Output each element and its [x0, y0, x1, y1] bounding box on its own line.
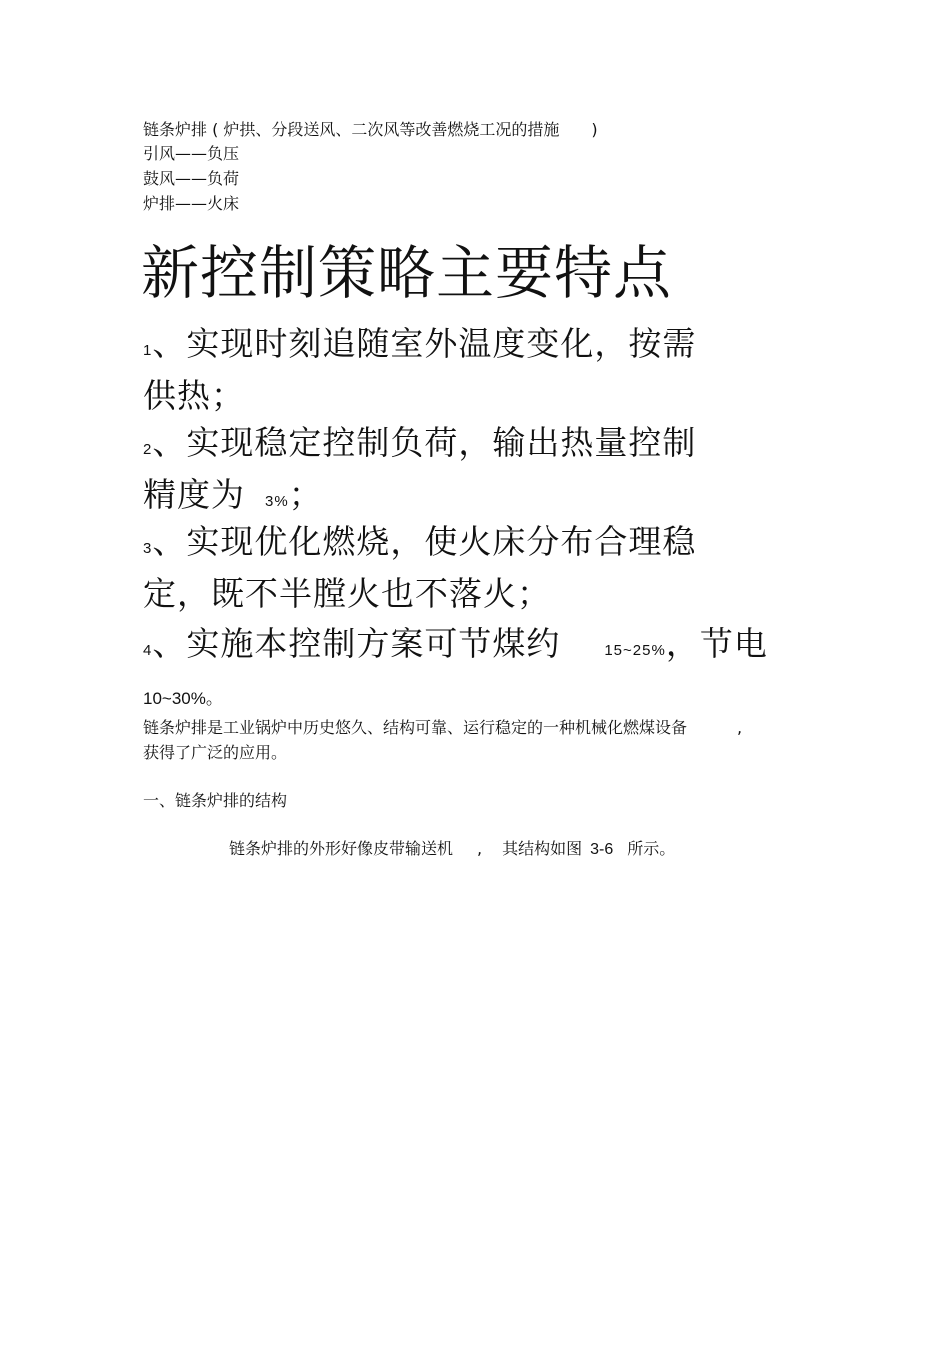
paragraph-1-line-2: 获得了广泛的应用。	[143, 743, 288, 762]
paragraph-2-text: 链条炉排的外形好像皮带输送机	[229, 839, 454, 858]
feature-1-line-1	[143, 324, 696, 371]
feature-4-line-1	[143, 624, 768, 671]
feature-2-text: 、实现稳定控制负荷，输出热量控制	[152, 423, 697, 462]
feature-2-number: 2	[143, 441, 153, 458]
paragraph-2	[229, 839, 675, 860]
feature-4-number: 4	[143, 642, 153, 659]
feature-3-line-2: 定，既不半膛火也不落火；	[143, 574, 551, 613]
header-line-2: 引风——负压	[143, 144, 240, 163]
feature-3-text: 、实现优化燃烧，使火床分布合理稳	[152, 522, 697, 561]
feature-2-text-2: 精度为	[143, 475, 245, 514]
figure-reference: 3-6	[590, 841, 614, 858]
header-line-1-paren: )	[591, 120, 598, 139]
feature-2-line-2	[143, 475, 323, 522]
feature-2-line-1	[143, 423, 696, 470]
header-line-1	[143, 120, 598, 140]
feature-4-power-saving: 10~30%	[143, 689, 206, 708]
feature-4-line-2	[143, 688, 223, 710]
feature-3-line-1	[143, 522, 696, 569]
feature-3-number: 3	[143, 540, 153, 557]
header-line-4: 炉排——火床	[143, 194, 240, 213]
feature-4-text-2: ，节电	[665, 624, 768, 663]
paragraph-2-text-2: 其结构如图	[502, 839, 583, 858]
feature-4-end: 。	[205, 689, 223, 708]
paragraph-2-comma: ,	[477, 839, 483, 858]
feature-2-end: ；	[288, 475, 323, 514]
paragraph-1-line-1	[143, 718, 742, 738]
feature-4-coal-saving: 15~25%	[604, 642, 666, 659]
header-line-3: 鼓风——负荷	[143, 169, 240, 188]
paragraph-2-end: 所示。	[627, 839, 676, 858]
feature-1-line-2: 供热；	[143, 376, 245, 415]
feature-1-text: 、实现时刻追随室外温度变化，按需	[152, 324, 697, 363]
header-line-1-text: 链条炉排 ( 炉拱、分段送风、二次风等改善燃烧工况的措施	[143, 120, 560, 139]
paragraph-1-text: 链条炉排是工业锅炉中历史悠久、结构可靠、运行稳定的一种机械化燃煤设备	[143, 718, 688, 737]
paragraph-1-comma: ,	[737, 718, 743, 737]
section-heading: 一、链条炉排的结构	[143, 791, 288, 810]
page-title: 新控制策略主要特点	[141, 239, 673, 307]
feature-1-number: 1	[143, 342, 153, 359]
feature-4-text: 、实施本控制方案可节煤约	[152, 624, 561, 663]
feature-2-precision: 3%	[265, 493, 289, 510]
